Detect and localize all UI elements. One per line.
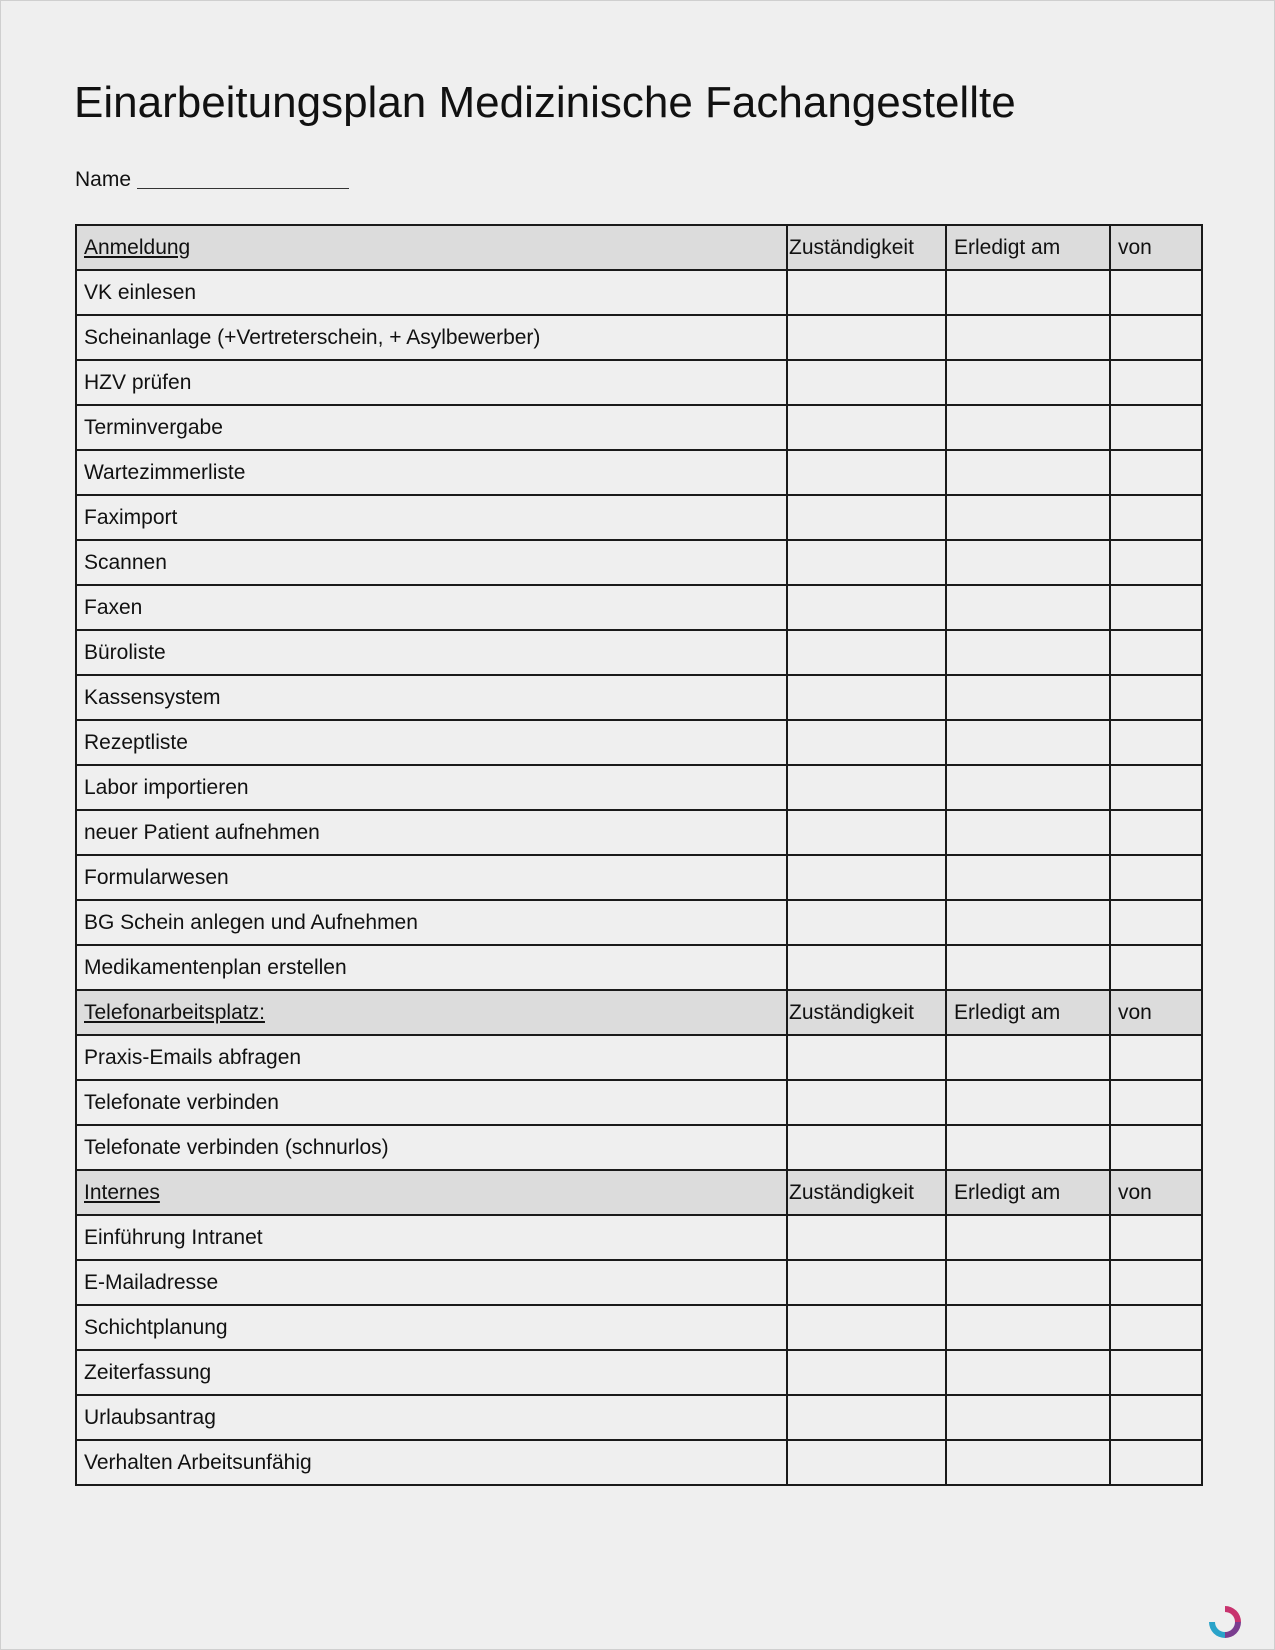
responsibility-cell[interactable]	[787, 1440, 946, 1485]
responsibility-cell[interactable]	[787, 1305, 946, 1350]
task-label: Wartezimmerliste	[76, 450, 787, 495]
responsibility-cell[interactable]	[787, 855, 946, 900]
done-date-cell[interactable]	[946, 1035, 1110, 1080]
done-date-cell[interactable]	[946, 1440, 1110, 1485]
task-label: Labor importieren	[76, 765, 787, 810]
done-date-cell[interactable]	[946, 720, 1110, 765]
table-row	[76, 315, 1202, 360]
task-label: Terminvergabe	[76, 405, 787, 450]
responsibility-cell[interactable]	[787, 900, 946, 945]
by-cell[interactable]	[1110, 1080, 1202, 1125]
done-date-cell[interactable]	[946, 765, 1110, 810]
column-header-zustaendigkeit: Zuständigkeit	[787, 225, 946, 270]
task-label: Zeiterfassung	[76, 1350, 787, 1395]
table-row	[76, 1215, 1202, 1260]
section-heading: Anmeldung	[76, 225, 787, 270]
by-cell[interactable]	[1110, 1305, 1202, 1350]
section-header-row	[76, 1170, 1202, 1215]
table-row	[76, 765, 1202, 810]
name-blank-line[interactable]	[137, 188, 349, 189]
done-date-cell[interactable]	[946, 1395, 1110, 1440]
task-label: Schichtplanung	[76, 1305, 787, 1350]
task-label: HZV prüfen	[76, 360, 787, 405]
task-label: Urlaubsantrag	[76, 1395, 787, 1440]
done-date-cell[interactable]	[946, 630, 1110, 675]
table-row	[76, 720, 1202, 765]
responsibility-cell[interactable]	[787, 810, 946, 855]
table-row	[76, 1440, 1202, 1485]
done-date-cell[interactable]	[946, 1215, 1110, 1260]
section-heading: Internes	[76, 1170, 787, 1215]
done-date-cell[interactable]	[946, 540, 1110, 585]
table-row	[76, 630, 1202, 675]
by-cell[interactable]	[1110, 945, 1202, 990]
task-label: VK einlesen	[76, 270, 787, 315]
task-label: Medikamentenplan erstellen	[76, 945, 787, 990]
by-cell[interactable]	[1110, 1395, 1202, 1440]
done-date-cell[interactable]	[946, 405, 1110, 450]
task-label: Scannen	[76, 540, 787, 585]
done-date-cell[interactable]	[946, 585, 1110, 630]
done-date-cell[interactable]	[946, 810, 1110, 855]
done-date-cell[interactable]	[946, 360, 1110, 405]
table-row	[76, 1080, 1202, 1125]
responsibility-cell[interactable]	[787, 1215, 946, 1260]
done-date-cell[interactable]	[946, 1305, 1110, 1350]
responsibility-cell[interactable]	[787, 675, 946, 720]
task-label: E-Mailadresse	[76, 1260, 787, 1305]
by-cell[interactable]	[1110, 810, 1202, 855]
section-header-row	[76, 990, 1202, 1035]
responsibility-cell[interactable]	[787, 720, 946, 765]
by-cell[interactable]	[1110, 1440, 1202, 1485]
responsibility-cell[interactable]	[787, 540, 946, 585]
column-header-erledigt-am: Erledigt am	[946, 990, 1110, 1035]
responsibility-cell[interactable]	[787, 495, 946, 540]
task-label: Scheinanlage (+Vertreterschein, + Asylbewerber)	[76, 315, 787, 360]
column-header-zustaendigkeit: Zuständigkeit	[787, 1170, 946, 1215]
name-label: Name	[75, 168, 132, 191]
done-date-cell[interactable]	[946, 945, 1110, 990]
responsibility-cell[interactable]	[787, 1125, 946, 1170]
done-date-cell[interactable]	[946, 1350, 1110, 1395]
table-row	[76, 945, 1202, 990]
table-row	[76, 675, 1202, 720]
by-cell[interactable]	[1110, 405, 1202, 450]
done-date-cell[interactable]	[946, 450, 1110, 495]
column-header-von: von	[1110, 225, 1202, 270]
task-label: Faximport	[76, 495, 787, 540]
by-cell[interactable]	[1110, 270, 1202, 315]
task-label: neuer Patient aufnehmen	[76, 810, 787, 855]
table-row	[76, 900, 1202, 945]
by-cell[interactable]	[1110, 1260, 1202, 1305]
done-date-cell[interactable]	[946, 1125, 1110, 1170]
by-cell[interactable]	[1110, 540, 1202, 585]
training-plan-table	[75, 224, 1203, 1486]
done-date-cell[interactable]	[946, 1260, 1110, 1305]
column-header-von: von	[1110, 990, 1202, 1035]
by-cell[interactable]	[1110, 855, 1202, 900]
responsibility-cell[interactable]	[787, 450, 946, 495]
table-row	[76, 360, 1202, 405]
task-label: Verhalten Arbeitsunfähig	[76, 1440, 787, 1485]
done-date-cell[interactable]	[946, 270, 1110, 315]
table-row	[76, 1395, 1202, 1440]
responsibility-cell[interactable]	[787, 1080, 946, 1125]
task-label: Telefonate verbinden	[76, 1080, 787, 1125]
done-date-cell[interactable]	[946, 495, 1110, 540]
responsibility-cell[interactable]	[787, 1260, 946, 1305]
responsibility-cell[interactable]	[787, 270, 946, 315]
table-row	[76, 270, 1202, 315]
by-cell[interactable]	[1110, 675, 1202, 720]
responsibility-cell[interactable]	[787, 630, 946, 675]
table-row	[76, 495, 1202, 540]
done-date-cell[interactable]	[946, 315, 1110, 360]
by-cell[interactable]	[1110, 1125, 1202, 1170]
table-row	[76, 1305, 1202, 1350]
task-label: Telefonate verbinden (schnurlos)	[76, 1125, 787, 1170]
by-cell[interactable]	[1110, 900, 1202, 945]
done-date-cell[interactable]	[946, 900, 1110, 945]
by-cell[interactable]	[1110, 315, 1202, 360]
by-cell[interactable]	[1110, 360, 1202, 405]
by-cell[interactable]	[1110, 1350, 1202, 1395]
done-date-cell[interactable]	[946, 675, 1110, 720]
column-header-erledigt-am: Erledigt am	[946, 1170, 1110, 1215]
by-cell[interactable]	[1110, 585, 1202, 630]
column-header-zustaendigkeit: Zuständigkeit	[787, 990, 946, 1035]
responsibility-cell[interactable]	[787, 765, 946, 810]
table-row	[76, 855, 1202, 900]
section-heading: Telefonarbeitsplatz:	[76, 990, 787, 1035]
responsibility-cell[interactable]	[787, 315, 946, 360]
by-cell[interactable]	[1110, 765, 1202, 810]
task-label: Rezeptliste	[76, 720, 787, 765]
table-row	[76, 1350, 1202, 1395]
circular-arrows-logo-icon	[1205, 1602, 1245, 1642]
responsibility-cell[interactable]	[787, 405, 946, 450]
table-row	[76, 1125, 1202, 1170]
name-field	[75, 168, 349, 192]
responsibility-cell[interactable]	[787, 1350, 946, 1395]
by-cell[interactable]	[1110, 450, 1202, 495]
task-label: BG Schein anlegen und Aufnehmen	[76, 900, 787, 945]
page-title: Einarbeitungsplan Medizinische Fachangestellte	[74, 78, 1016, 127]
done-date-cell[interactable]	[946, 855, 1110, 900]
by-cell[interactable]	[1110, 1035, 1202, 1080]
done-date-cell[interactable]	[946, 1080, 1110, 1125]
responsibility-cell[interactable]	[787, 585, 946, 630]
by-cell[interactable]	[1110, 1215, 1202, 1260]
responsibility-cell[interactable]	[787, 1035, 946, 1080]
table-row	[76, 1260, 1202, 1305]
column-header-erledigt-am: Erledigt am	[946, 225, 1110, 270]
task-label: Faxen	[76, 585, 787, 630]
table-row	[76, 405, 1202, 450]
responsibility-cell[interactable]	[787, 1395, 946, 1440]
by-cell[interactable]	[1110, 495, 1202, 540]
task-label: Büroliste	[76, 630, 787, 675]
table-row	[76, 585, 1202, 630]
table-row	[76, 1035, 1202, 1080]
task-label: Einführung Intranet	[76, 1215, 787, 1260]
task-label: Kassensystem	[76, 675, 787, 720]
by-cell[interactable]	[1110, 720, 1202, 765]
responsibility-cell[interactable]	[787, 945, 946, 990]
task-label: Formularwesen	[76, 855, 787, 900]
responsibility-cell[interactable]	[787, 360, 946, 405]
table-row	[76, 810, 1202, 855]
by-cell[interactable]	[1110, 630, 1202, 675]
task-label: Praxis-Emails abfragen	[76, 1035, 787, 1080]
section-header-row	[76, 225, 1202, 270]
column-header-von: von	[1110, 1170, 1202, 1215]
table-row	[76, 540, 1202, 585]
table-row	[76, 450, 1202, 495]
